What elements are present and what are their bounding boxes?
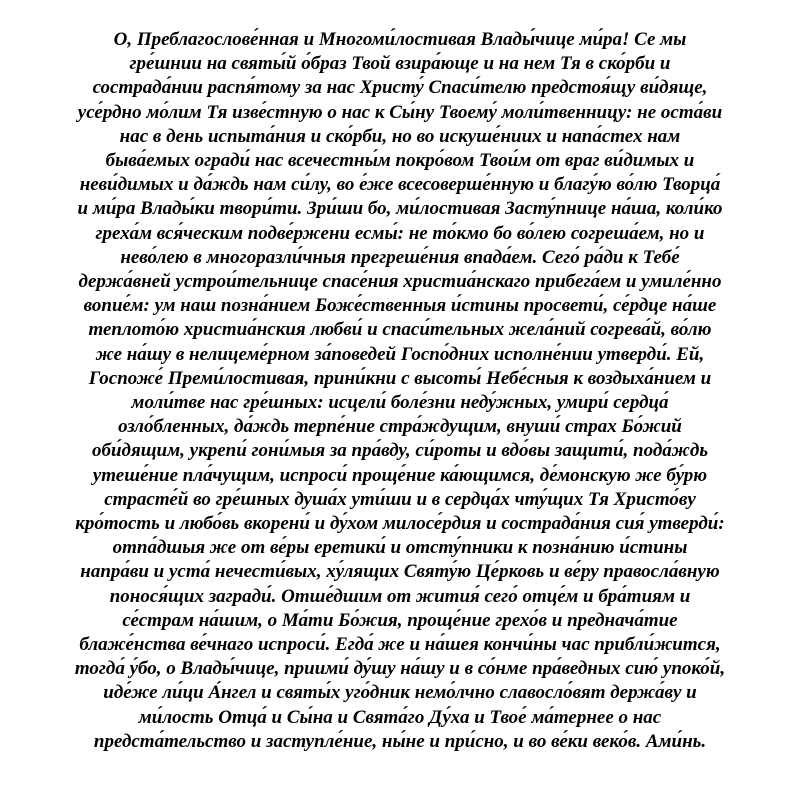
prayer-line: быва́емых огради́ нас всечестны́м покро́вом Твои́м от враг ви́димых и <box>105 150 695 172</box>
prayer-line: страсте́й во гре́шных душа́х ути́ши и в сердца́х чту́щих Тя Христо́ву <box>104 488 696 510</box>
prayer-line: греха́м вся́ческим подве́ржени есмы́: не то́кмо бо во́лею согреша́ем, но и <box>95 222 705 244</box>
prayer-line: озло́бленных, да́ждь терпе́ние стра́ждущим, внуши́ страх Бо́жий <box>118 416 682 438</box>
prayer-line: гре́шнии на святы́й о́браз Твой взира́юще и на нем Тя в ско́рби и <box>129 53 671 75</box>
prayer-line: и ми́ра Влады́ки твори́ти. Зри́ши бо, ми́лостивая Засту́пнице на́ша, коли́ко <box>77 198 723 220</box>
prayer-line: О, Преблагослове́нная и Многоми́лостивая Влады́чице ми́ра! Се мы <box>113 29 687 50</box>
prayer-line: усе́рдно мо́лим Тя изве́стную о нас к Сы́ну Твоему́ моли́твенницу: не оста́ви <box>77 101 723 123</box>
prayer-line: утеше́ние пла́чущим, испроси́ проще́ние ка́ющимся, де́монскую же бу́рю <box>92 464 708 486</box>
prayer-line: держа́вней устрои́тельнице спасе́ния христиа́нскаго прибега́ем и умиле́нно <box>78 271 722 293</box>
prayer-line: ми́лость Отца́ и Сы́на и Свята́го Ду́ха и Твое́ ма́тернее о нас <box>138 706 662 728</box>
prayer-line: тогда́ у́бо, о Влады́чице, приими́ ду́шу на́шу и в со́нме пра́ведных сию́ упоко́й, <box>74 658 726 680</box>
prayer-text <box>20 28 780 754</box>
prayer-line: оби́дящим, укрепи́ гони́мыя за пра́вду, си́роты и вдо́вы защити́, пода́ждь <box>91 440 709 462</box>
prayer-line: отпа́дшыя же от ве́ры еретики́ и отсту́пники к позна́нию и́стины <box>112 537 688 559</box>
prayer-line: иде́же ли́ци А́нгел и святы́х уго́дник немо́лчно славосло́вят держа́ву и <box>103 682 697 704</box>
prayer-line: напра́ви и уста́ нечести́вых, ху́лящих Святу́ю Це́рковь и ве́ру правосла́вную <box>80 561 720 583</box>
prayer-line: блаже́нства ве́чнаго испроси́. Егда́ же и на́шея кончи́ны час прибли́жится, <box>79 634 721 656</box>
prayer-line: теплото́ю христиа́нския любви́ и спаси́тельных жела́ний согрева́й, во́лю <box>88 319 712 341</box>
prayer-line: же на́шу в нелицеме́рном за́поведей Госпо́дних исполне́нии утверди́. Ей, <box>95 343 705 365</box>
prayer-line: нас в день испыта́ния и ско́рби, но во искуше́ниих и напа́стех нам <box>119 125 681 147</box>
prayer-line: кро́тость и любо́вь вкорени́ и ду́хом милосе́рдия и сострада́ния сия́ утверди́: <box>75 513 725 535</box>
prayer-line: моли́тве нас гре́шных: исцели́ боле́зни неду́жных, умири́ сердца́ <box>131 392 669 414</box>
prayer-line: вопие́м: ум наш позна́нием Боже́ственныя и́стины просвети́, се́рдце на́ше <box>83 295 717 317</box>
prayer-line: се́страм на́шим, о Ма́ти Бо́жия, проще́ние грехо́в и преднача́тие <box>122 609 678 631</box>
prayer-line: понося́щих загради́. Отше́дшим от жития́ сего́ отце́м и бра́тиям и <box>109 585 691 607</box>
prayer-line: Госпоже́ Преми́лостивая, прини́кни с высоты́ Небе́сныя к воздыха́нием и <box>88 367 712 389</box>
prayer-line: неви́димых и да́ждь нам си́лу, во е́же всесоверше́нную и благу́ю во́лю Творца́ <box>79 174 721 196</box>
prayer-line: нево́лею в многоразли́чныя прегреше́ния впада́ем. Сего́ ра́ди к Тебе́ <box>120 246 680 268</box>
prayer-line: сострада́нии распя́тому за нас Христу́ Спаси́телю предстоя́щу ви́дяще, <box>92 77 708 99</box>
prayer-line: предста́тельство и заступле́ние, ны́не и при́сно, и во ве́ки веко́в. Ами́нь. <box>93 730 707 752</box>
